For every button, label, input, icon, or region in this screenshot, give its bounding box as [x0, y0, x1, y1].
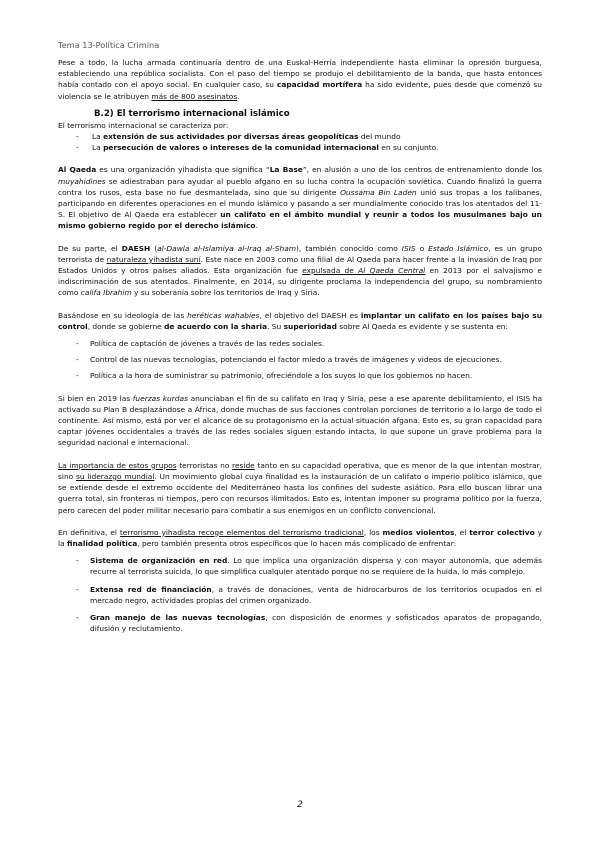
- list-item: - La persecución de valores o intereses de la comunidad internacional en su conjunto.: [58, 142, 542, 153]
- list-item: - Política de captación de jóvenes a través de las redes sociales.: [58, 338, 542, 349]
- page-number: 2: [297, 800, 303, 810]
- importance-paragraph: La importancia de estos grupos terroristas no reside tanto en su capacidad operativa, que es menor de la que intentan mostrar, sino su liderazgo mundial. Un movimiento global cuya finalidad es la instauración de un califato o imperio político islámico, que se extiende desde el extremo occidente del Mediterráneo hasta los confines del sudeste asiático. Para ello buscan librar una guerra total, sin fronteras ni tiempos, pero con recursos ilimitados. Esto es, intentan imponer su programa político por la fuerza, pero carecen del poder militar necesario para combatir a sus enemigos en un conflicto convencional.: [58, 460, 542, 515]
- ideology-paragraph: Basándose en su ideología de las heréticas wahabíes, el objetivo del DAESH es implantar un califato en los países bajo su control, donde se gobierne de acuerdo con la sharia. Su superioridad sobre Al Qaeda es evidente y se sustenta en:: [58, 310, 542, 331]
- characteristics-list: [58, 131, 542, 153]
- list-item: - Control de las nuevas tecnologías, potenciando el factor miedo a través de imágenes y videos de ejecuciones.: [58, 354, 542, 365]
- document-body: [58, 57, 542, 640]
- conclusion-paragraph: En definitiva, el terrorismo yihadista recoge elementos del terrorismo tradicional, los medios violentos, el terror colectivo y la finalidad política, pero también presenta otros específicos que lo hacen más complicado de enfrentar:: [58, 527, 543, 548]
- list-item: - La extensión de sus actividades por diversas áreas geopolíticas del mundo: [58, 131, 542, 142]
- alqaeda-paragraph: Al Qaeda es una organización yihadista que significa “La Base”, en alusión a uno de los centros de entrenamiento donde los muyahidines se adiestraban para ayudar al pueblo afgano en su lucha contra la ocupación soviética. Cuando finalizó la guerra contra los rusos, esta base no fue desmantelada, sino que su dirigente Oussama Bin Laden unió sus tropas a los talibanes, participando en diferentes operaciones en el mundo islámico y pasando a ser mundialmente conocido tras los atentados del 11-S. El objetivo de Al Qaeda era establecer un califato en el ámbito mundial y reunir a todos los musulmanes bajo un mismo gobierno regido por el derecho islámico.: [58, 165, 542, 231]
- list-item: - Extensa red de financiación, a través de donaciones, venta de hidrocarburos de los territorios ocupados en el mercado negro, actividades propias del crimen organizado.: [58, 584, 542, 606]
- daesh-paragraph: De su parte, el DAESH (al-Dawla al-Islamiya al-Iraq al-Sham), también conocido como ISIS o Estado Islámico, es un grupo terrorista de naturaleza yihadista suní. Este nace en 2003 como una filial de Al Qaeda para hacer frente a la invasión de Iraq por Estados Unidos y otros países aliados. Esta organización fue expulsada de Al Qaeda Central en 2013 por el salvajismo e indiscriminación de sus atentados. Finalmente, en 2014, su dirigente proclama la independencia del grupo, su nombramiento como califa Ibrahim y su soberanía sobre los territorios de Iraq y Siria.: [58, 243, 543, 298]
- kurds-paragraph: Si bien en 2019 las fuerzas kurdas anunciaban el fin de su califato en Iraq y Siria, pese a ese aparente debilitamiento, el ISIS ha activado su Plan B desplazándose a África, donde muchas de sus facciones controlan porciones de territorio a lo largo de todo el continente. Así mismo, está por ver el alcance de su protagonismo en la actual situación afgana. Esto es, su gran capacidad para captar jóvenes occidentales a través de las redes sociales siguen estando intacta, lo que supone un grave problema para la seguridad nacional e internacional.: [58, 393, 542, 448]
- intro-paragraph: Pese a todo, la lucha armada continuaría dentro de una Euskal-Herría independiente hasta eliminar la opresión burguesa, estableciendo una república socialista. Con el paso del tiempo se produjo el debilitamiento de la banda, que hasta entonces había contado con el apoyo social. En cualquier caso, su capacidad mortífera ha sido evidente, pues desde que comenzó su violencia se le atribuyen más de 800 asesinatos.: [58, 58, 543, 101]
- page-header: Tema 13-Política Crimina: [58, 40, 160, 50]
- list-item: - Política a la hora de suministrar su patrimonio, ofreciéndole a los suyos lo que los gobiernos no hacen.: [58, 370, 542, 381]
- superiority-list: [58, 338, 542, 382]
- list-item: - Gran manejo de las nuevas tecnologías, con disposición de enormes y sofisticados aparatos de propagando, difusión y reclutamiento.: [58, 612, 542, 634]
- characteristics-lead: El terrorismo internacional se caracteriza por:: [58, 120, 229, 130]
- section-heading: B.2) El terrorismo internacional islámico: [94, 108, 290, 119]
- specific-features-list: [58, 555, 542, 634]
- list-item: - Sistema de organización en red. Lo que implica una organización dispersa y con mayor autonomía, que además recurre al terrorista suicida, lo que simplifica cualquier atentado porque no se requiere de la huida, lo más complejo.: [58, 555, 542, 577]
